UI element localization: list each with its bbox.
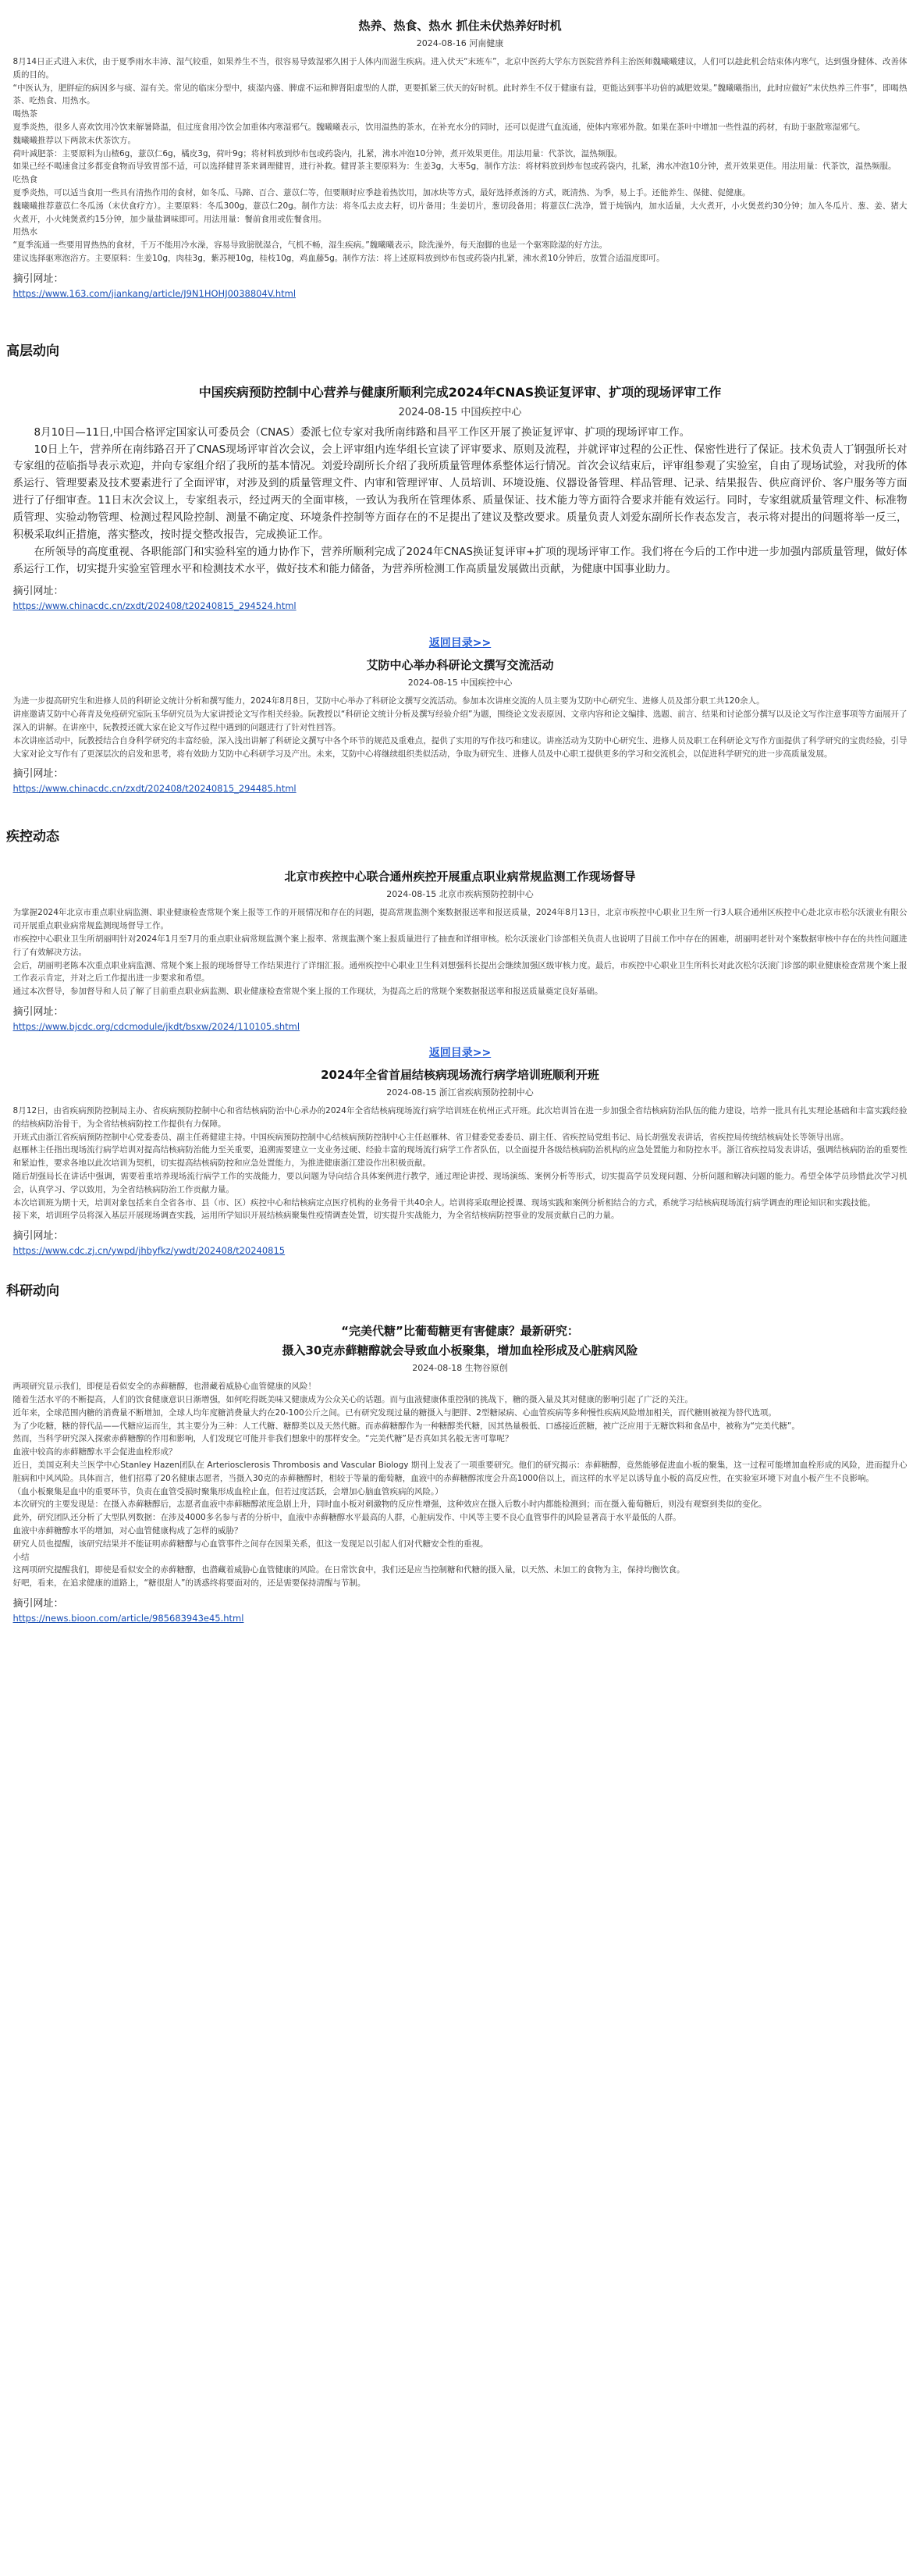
article-title: 艾防中心举办科研论文撰写交流活动 [366,658,554,673]
paragraph: 开班式由浙江省疾病预防控制中心党委委员、副主任蒋健建主持。中国疾病预防控制中心结核病预防控制中心主任赵雁林、省卫健委党委委员、副主任、省疾控局党组书记、局长胡强发表讲话，省疾控局传统结核病处长等领导出席。 [12,1132,849,1142]
article-cnas-review [13,382,908,612]
source-label: 摘引网址： [12,1597,64,1610]
paragraph: 为进一步提高研究生和进修人员的科研论文统计分析和撰写能力，2024年8月8日，艾防中心举办了科研论文撰写交流活动。参加本次讲座交流的人员主要为艾防中心研究生、进修人员及部分职工共120余人。 [12,696,765,706]
source-label: 摘引网址： [12,272,64,285]
paragraph: 为了少吃糖，糖的替代品——代糖应运而生，其主要分为三种：人工代糖、糖醇类以及天然代糖。而赤藓糖醇作为一种糖醇类代糖，因其热量极低、口感接近蔗糖，被广泛应用于无糖饮料和食品中，被称为“完美代糖”。 [12,1421,800,1431]
paragraph: 小结 [12,1552,30,1562]
back-to-toc-link[interactable]: 返回目录>> [428,1047,492,1060]
article-meta: 2024-08-18 生物谷原创 [412,1363,508,1374]
paragraph: 夏季炎热，很多人喜欢饮用冷饮来解暑降温，但过度食用冷饮会加重体内寒湿邪气。魏曦曦表示，饮用温热的茶水，在补充水分的同时，还可以促进气血流通，使体内寒邪外散。如果在茶叶中增加一些性温的药材，有助于驱散寒湿邪气。 [12,122,865,132]
source-link[interactable]: https://www.chinacdc.cn/zxdt/202408/t20240815_294524.html [12,600,297,612]
paragraph: 本次讲座活动中，阮教授结合自身科学研究的丰富经验，深入浅出讲解了科研论文撰写中各个环节的规范及重难点，提供了实用的写作技巧和建议。讲座活动为艾防中心研究生、进修人员及职工在科研论文写作方面提供了科学研究的宝贵经验，引导大家对论文写作有了更深层次的启发和思考，将有效助力艾防中心科研学习及产出。未来，艾防中心将继续组织类似活动，争取为研究生、进修人员及中心职工提供更多的学习和交流机会，以促进科学研究的进一步高质量发展。 [12,735,908,759]
paragraph: 8月14日正式进入末伏，由于夏季雨水丰沛、湿气较重，如果养生不当，很容易导致湿邪久困于人体内而滋生疾病。进入伏天“末班车”，北京中医药大学东方医院营养科主治医师魏曦曦建议，人们可以趁此机会结束体内寒气，达到强身健体、改善体质的目的。 [12,57,908,80]
article-meta: 2024-08-15 北京市疾病预防控制中心 [386,889,534,900]
paragraph: 随后胡强局长在讲话中强调，需要着重培养现场流行病学工作的实战能力，要以问题为导向结合具体案例进行教学，通过理论讲授、现场演练、案例分析等形式，切实提高学员发现问题、分析问题和解决问题的能力。希望全体学员珍惜此次学习机会，认真学习、学以致用，为全省结核病防治工作贡献力量。 [12,1172,908,1194]
paragraph: 两项研究显示我们，即便是看似安全的赤藓糖醇，也潜藏着威胁心血管健康的风险！ [12,1382,316,1392]
paragraph: 赵雁林主任指出现场流行病学培训对提高结核病防治能力至关重要，追溯需要建立一支业务过硬、经验丰富的现场流行病学工作者队伍，以全面提升各级结核病防治机构的应急处置能力和防控水平。浙江省疾控局发表讲话，强调结核病防治的重要性和紧迫性，要求各地以此次培训为契机，切实提高结核病防控和应急处置能力，为推进健康浙江建设作出积极贡献。 [12,1145,908,1169]
article-paper-writing [13,656,908,794]
paragraph: 吃热食 [12,175,37,185]
paragraph: 近年来，全球范围内糖的消费量不断增加，全球人均年度糖消费量大约在20-100公斤之间。已有研究发现过量的糖摄入与肥胖、2型糖尿病、心血管疾病等多种慢性疾病风险增加相关，而代糖则被视为替代选项。 [12,1407,776,1418]
article-title: 2024年全省首届结核病现场流行病学培训班顺利开班 [321,1068,599,1083]
paragraph: 好吧，看来，在追求健康的道路上，“糖很甜人”的诱惑终将要面对的，还是需要保持清醒与节制。 [12,1578,366,1589]
paragraph: 为掌握2024年北京市重点职业病监测、职业健康检查常规个案上报等工作的开展情况和存在的问题，提高常规监测个案数据报送率和报送质量，2024年8月13日，北京市疾控中心职业卫生所一行3人联合通州区疾控中心赴北京市松尔沃滚业有限公司开展重点职业病常规监测现场督导工作。 [12,908,908,931]
section-heading-cdc-news: 疾控动态 [6,829,59,845]
paragraph: 建议选择驱寒泡浴方。主要原料：生姜10g，肉桂3g，紫苏梗10g，桂枝10g，鸡血藤5g。制作方法：将上述原料放到炒布包或药袋内扎紧，沸水煮10分钟后，放置合适温度即可。 [12,253,665,263]
article-meta: 2024-08-15 中国疾控中心 [398,406,522,418]
article-title: 中国疾病预防控制中心营养与健康所顺利完成2024年CNAS换证复评审、扩项的现场评审工作 [198,384,722,400]
section-heading-leadership: 高层动向 [6,343,59,359]
article-title: 北京市疾控中心联合通州疾控开展重点职业病常规监测工作现场督导 [284,870,636,884]
paragraph: 研究人员也提醒，该研究结果并不能证明赤藓糖醇与心血管事件之间存在因果关系，但这一发现足以引起人们对代糖安全性的重视。 [12,1539,488,1549]
article-subtitle: 摄入30克赤藓糖醇就会导致血小板聚集，增加血栓形成及心脏病风险 [282,1343,638,1358]
section-heading-research: 科研动向 [6,1283,59,1300]
paragraph: “夏季流通一些要用胃热热的食材，千万不能用冷水澡，容易导致膀胱湿合，气机不畅，湿生疾病。”魏曦曦表示，除洗澡外，每天泡脚的也是一个驱寒除湿的好方法。 [12,240,608,251]
article-meta: 2024-08-15 中国疾控中心 [407,678,513,688]
paragraph: 本次培训班为期十天，培训对象包括来自全省各市、县（市、区）疾控中心和结核病定点医疗机构的业务骨干共40余人。培训将采取理论授课、现场实践和案例分析相结合的方式，系统学习结核病现场流行病学调查的理论知识和实践技能。 [12,1197,876,1208]
paragraph: 8月10日—11日,中国合格评定国家认可委员会（CNAS）委派七位专家对我所南纬路和昌平工作区开展了换证复评审、扩项的现场评审工作。 [34,425,691,439]
paragraph: 会后，胡丽明老陈本次重点职业病监测、常规个案上报的现场督导工作结果进行了详细汇报。通州疾控中心职业卫生科刘想强科长提出会继续加强区级审核力度。最后，市疾控中心职业卫生所科长对此次松尔沃滚门诊部的职业健康检查常规个案上报工作表示肯定，并对之后工作提出进一步要求和希望。 [12,960,908,984]
paragraph: 夏季炎热，可以适当食用一些具有清热作用的食材，如冬瓜、马蹄、百合、薏苡仁等，但要顺时应季趁着热饮用，加冰块等方式，最好选择煮汤的方式，既清热、为季，易上手。还能养生、保健、促健康。 [12,187,751,197]
paragraph: 血液中较高的赤藓糖醇水平会促进血栓形成？ [12,1447,177,1457]
paragraph: 喝热茶 [12,109,37,119]
article-tb-training [13,1066,908,1256]
source-link[interactable]: https://www.chinacdc.cn/zxdt/202408/t20240815_294485.html [12,783,297,795]
source-link[interactable]: https://www.163.com/jiankang/article/J9N1HOHJ0038804V.html [12,287,297,299]
source-label: 摘引网址： [12,1006,64,1019]
source-link[interactable]: https://www.bjcdc.org/cdcmodule/jkdt/bsxw/2024/110105.shtml [12,1021,300,1033]
paragraph: 然而，当科学研究深入探索赤藓糖醇的作用和影响，人们发现它可能并非我们想象中的那样安全。“完美代糖”是否真如其名般无害可靠呢？ [12,1434,513,1444]
paragraph: 魏曦曦推荐以下两款末伏茶饮方。 [12,135,136,145]
article-heat-health [13,17,908,299]
paragraph: “中医认为，肥胖症的病因多与痰、湿有关。常见的临床分型中，痰湿内盛、脾虚不运和脾肾阳虚型的人群，更要抓紧三伏天的好时机。此时养生不仅于健康有益，更能达到事半功倍的减肥效果。”魏曦曦指出，此时应做好“末伏热养三件事”，即喝热茶、吃热食、用热水。 [12,83,908,106]
source-link[interactable]: https://news.bioon.com/article/985683943e45.html [12,1612,244,1624]
paragraph: 8月12日，由省疾病预防控制局主办、省疾病预防控制中心和省结核病防治中心承办的2024年全省结核病现场流行病学培训班在杭州正式开班。此次培训旨在进一步加强全省结核病防治队伍的能力建设，培养一批具有扎实理论基础和丰富实践经验的结核病防治骨干，为全省结核病防控工作提供有力保障。 [12,1106,908,1129]
paragraph: 近日，美国克利夫兰医学中心Stanley Hazen团队在 Arteriosclerosis Thrombosis and Vascular Biology 期刊上发表了一项重要研究。他们的研究揭示：赤藓糖醇，竟然能够促进血小板的聚集，这一过程可能增加血栓形成的风险，进而提升心脏病和中风风险。具体而言，他们招募了20名健康志愿者，当摄入30克的赤藓糖醇时，相较于等量的葡萄糖，血液中的赤藓糖醇浓度会升高1000倍以上，而这样的水平足以诱导血小板的高反应性，在实验室环境下对血小板产生不良影响。 [12,1461,908,1483]
source-label: 摘引网址： [12,768,64,781]
paragraph: 在所领导的高度重视、各职能部门和实验科室的通力协作下，营养所顺利完成了2024年CNAS换证复评审+扩项的现场评审工作。我们将在今后的工作中进一步加强内部质量管理，做好体系运行工作，切实提升实验室管理水平和检测技术水平，做好技术和能力储备，为营养所检测工作高质量发展做出贡献，为健康中国事业助力。 [12,545,908,575]
source-label: 摘引网址： [12,585,64,598]
paragraph: （血小板聚集是血中的重要环节，负责在血管受损时聚集形成血栓止血，但若过度活跃，会增加心脑血管疾病的风险。） [12,1486,443,1496]
paragraph: 市疾控中心职业卫生所胡丽明针对2024年1月至7月的重点职业病常规监测个案上报率、常规监测个案上报质量进行了抽查和详细审核。松尔沃滚业门诊部相关负责人也说明了目前工作中存在的困难，胡丽明老针对个案数据审核中存在的共性问题进行了有效解决方法。 [12,934,908,957]
article-title: 热养、热食、热水 抓住未伏热养好时机 [358,19,562,33]
paragraph: 魏曦曦推荐薏苡仁冬瓜汤（末伏食疗方）。主要原料：冬瓜300g，薏苡仁20g。制作方法：将冬瓜去皮去籽，切片备用；生姜切片，葱切段备用；将薏苡仁洗净，置于炖锅内，加水适量，大火煮开，小火煲煮约30分钟；加入冬瓜片、葱、姜、猪大火煮开，小火炖煲煮约15分钟，加少量盐调味即可。用法用量：餐前食用或佐餐食用。 [12,201,908,224]
paragraph: 荷叶减肥茶：主要原料为山楂6g，薏苡仁6g，橘皮3g，荷叶9g；将材料放到炒布包或药袋内，扎紧，沸水冲泡10分钟，煮开效果更佳。用法用量：代茶饮，温热频服。 [12,148,623,158]
paragraph: 如果已经不喝速食过多都变食物而导致胃部不适，可以选择健胃茶来调理健胃，进行补救。健胃茶主要原料为：生姜3g，大枣5g，制作方法：将材料放到炒布包或药袋内，扎紧，沸水冲泡10分钟，煮开效果更佳。用法用量：代茶饮，温热频服。 [12,162,897,172]
back-to-toc-link[interactable]: 返回目录>> [428,637,492,650]
paragraph: 10日上午，营养所在南纬路召开了CNAS现场评审首次会议，会上评审组内连华组长宣读了评审要求、原则及流程，并就评审过程的公正性、保密性进行了保证。技术负责人丁钢强所长对专家组的莅临指导表示欢迎，并向专家组介绍了我所的基本情况。刘爱玲副所长介绍了我所质量管理体系整体运行情况。首次会议结束后，评审组参观了实验室，自由了现场试验，对我所的体系运行、管理要素及技术要素进行了全面评审，对涉及到的质量管理文件、内审和管理评审、人员培训、环境设施、仪器设备管理、样品管理、记录、结果报告、供应商评价、客户服务等方面进行了仔细审查。11日末次会议上，专家组表示，经过两天的全面审核，一致认为我所在管理体系、质量保证、技术能力等方面符合要求并能有效运行。同时，专家组就质量管理文件、标准物质管理、实验动物管理、检测过程风险控制、测量不确定度、环境条件控制等方面存在的不足提出了建议及整改要求。质量负责人刘爱东副所长作表态发言，表示将对提出的问题将举一反三，积极采取纠正措施，落实整改，按时提交整改报告，完成换证工作。 [12,443,908,541]
paragraph: 随着生活水平的不断提高，人们的饮食健康意识日渐增强，如何吃得既美味又健康成为公众关心的话题。而与血液健康体重控制的挑战下，糖的摄入量及其对健康的影响引起了广泛的关注。 [12,1395,693,1405]
paragraph: 本次研究的主要发现是：在摄入赤藓糖醇后，志愿者血液中赤藓糖醇浓度急剧上升，同时血小板对刺激物的反应性增强，这种效应在摄入后数小时内都能检测到；而在摄入葡萄糖后，则没有观察到类似的变化。 [12,1500,767,1510]
paragraph: 接下来，培训班学员将深入基层开展现场调查实践，运用所学知识开展结核病聚集性疫情调查处置，切实提升实战能力，为全省结核病防控事业的发展贡献自己的力量。 [12,1211,620,1221]
paragraph: 用热水 [12,227,37,237]
article-occupational-monitoring [13,868,908,1032]
article-erythritol [13,1322,908,1624]
source-label: 摘引网址： [12,1230,64,1243]
paragraph: 通过本次督导，参加督导和人员了解了目前重点职业病监测、职业健康检查常规个案上报的工作现状，为提高之后的常规个案数据报送率和报送质量奠定良好基础。 [12,987,603,997]
article-title: “完美代糖”比葡萄糖更有害健康？最新研究： [341,1324,579,1339]
paragraph: 这两项研究提醒我们，即使是看似安全的赤藓糖醇，也潜藏着威胁心血管健康的风险。在日常饮食中，我们还是应当控制糖和代糖的摄入量，以天然、未加工的食物为主，保持均衡饮食。 [12,1565,685,1575]
paragraph: 讲座邀请艾防中心蒋青及免疫研究室阮玉华研究员为大家讲授论文写作相关经验。阮教授以“科研论文统计分析及撰写经验介绍”为题，围绕论文发表原因、文章内容和论文编排、选题、前言、结果和讨论部分撰写以及论文写作注意事项等方面展开了深入的讲解。在讲座中，阮教授还就大家在论文写作过程中遇到的问题进行了针对性回答。 [12,710,908,733]
paragraph: 血液中赤藓糖醇水平的增加，对心血管健康构成了怎样的威胁？ [12,1525,243,1535]
source-link[interactable]: https://www.cdc.zj.cn/ywpd/jhbyfkz/ywdt/202408/t20240815 [12,1245,286,1257]
article-meta: 2024-08-16 河南健康 [416,38,504,48]
article-meta: 2024-08-15 浙江省疾病预防控制中心 [386,1087,534,1098]
paragraph: 此外，研究团队还分析了大型队列数据：在涉及4000多名参与者的分析中，血液中赤藓糖醇水平最高的人群，心脏病发作、中风等主要不良心血管事件的风险显著高于水平最低的人群。 [12,1513,681,1523]
